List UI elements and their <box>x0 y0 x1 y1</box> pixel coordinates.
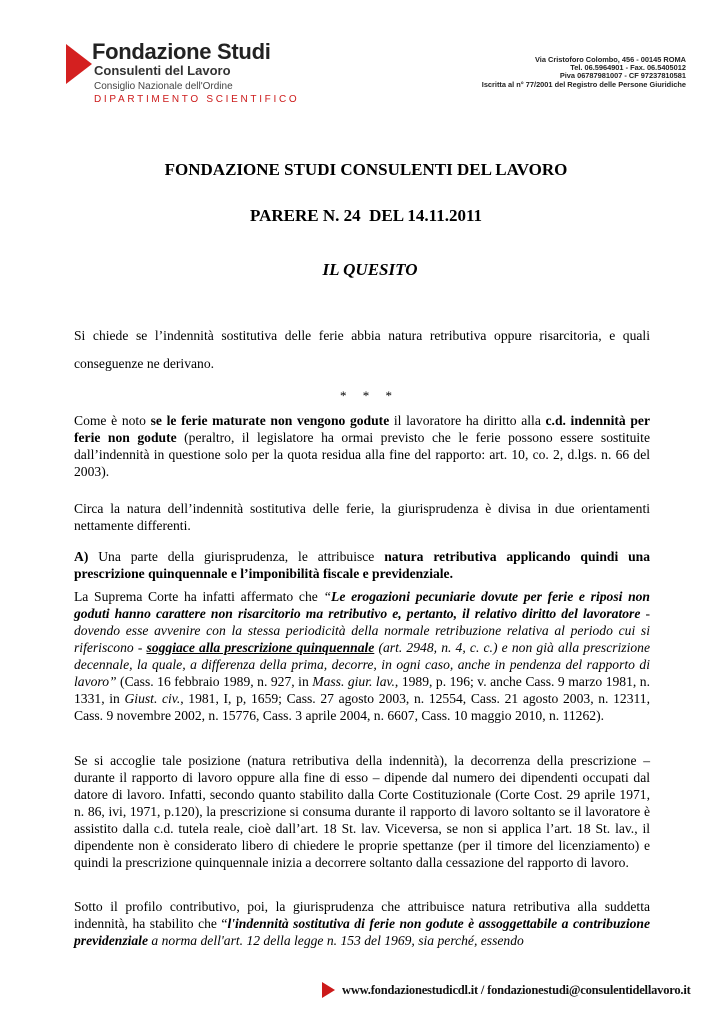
logo-department: DIPARTIMENTO SCIENTIFICO <box>94 94 300 105</box>
text-run: (art. 2948, n. 4, c. c.) e non già alla prescrizione decennale, la quale, a differenza della prima, decorre, in ogni caso, anche in pendenza del rapporto di lavoro” <box>74 640 650 689</box>
text-run: Circa la natura dell’indennità sostitutiva delle ferie, la giurisprudenza è divisa in due orientamenti nettamente differenti. <box>74 501 650 533</box>
text-run: (peraltro, il legislatore ha ormai previsto che le ferie possono essere sostituite dall’indennità in questione solo per la quota residua alla fine del rapporto: art. 10, co. 2, d.lgs. n. 66 del 2003). <box>74 430 650 479</box>
logo-title: Fondazione Studi <box>92 39 271 64</box>
text-run: a norma dell'art. 12 della legge n. 153 del 1969, sia perché, essendo <box>148 933 524 948</box>
paragraph-6 <box>74 898 650 949</box>
logo-triangle-icon <box>66 44 92 84</box>
address-line: Iscritta al n° 77/2001 del Registro delle Persone Giuridiche <box>481 79 686 89</box>
separator: * * * <box>340 388 392 403</box>
text-run: Se si accoglie tale posizione (natura retributiva della indennità), la decorrenza della prescrizione – durante il rapporto di lavoro oppure alla fine di esso – dipende dal numero dei dipendenti occupati dal datore di lavoro. Infatti, secondo quanto stabilito dalla Corte Costituzionale (Corte Cost. 29 aprile 1971, n. 86, ivi, 1971, p.120), la prescrizione si consuma durante il rapporto di lavoro soltanto se il lavoratore è assistito dalla c.d. tutela reale, cioè dall’art. 18 St. lav. Viceversa, se non si applica l’art. 18 St. lav., il dipendente non è considerato libero di chiedere le proprie spettanze (per il timore del licenziamento) e quindi la prescrizione quinquennale inizia a decorrere soltanto dalla cessazione del rapporto di lavoro. <box>74 753 650 870</box>
letterhead <box>0 0 724 110</box>
logo-subtitle: Consulenti del Lavoro <box>94 63 231 78</box>
footer-arrow-icon <box>322 982 335 998</box>
address-line: Piva 06787981007 - CF 97237810581 <box>559 71 686 81</box>
text-run: Sotto il profilo contributivo, poi, la giurisprudenza che attribuisce natura retributiva alla suddetta indennità, ha stabilito che “ <box>74 899 650 931</box>
paragraph-1 <box>74 412 650 480</box>
document-title: FONDAZIONE STUDI CONSULENTI DEL LAVORO <box>164 160 568 179</box>
text-run: Le erogazioni pecuniarie dovute per ferie e riposi non goduti hanno carattere non risarcitorio ma retributivo e, pertanto, il relativo diritto del lavoratore <box>74 589 650 621</box>
paragraph-4 <box>74 588 650 724</box>
text-run: A) <box>74 549 89 564</box>
paragraph-3 <box>74 548 650 582</box>
paragraph-2 <box>74 500 650 534</box>
text-run: se le ferie maturate non vengono godute <box>150 413 390 428</box>
footer-links[interactable]: www.fondazionestudicdl.it / fondazionestudi@consulentidellavoro.it <box>342 983 691 997</box>
footer <box>0 976 724 1006</box>
opinion-number: PARERE N. 24 DEL 14.11.2011 <box>249 206 483 225</box>
text-run: l'indennità sostitutiva di ferie non godute è assoggettabile a contribuzione previdenziale <box>74 916 650 948</box>
address-block <box>482 56 686 89</box>
address-line: Via Cristoforo Colombo, 456 - 00145 ROMA <box>535 55 686 64</box>
text-run: , 1989, p. 196; v. anche Cass. 9 marzo 1981, n. 1331, in <box>74 674 650 706</box>
address-line: Tel. 06.5964901 - Fax. 06.5405012 <box>570 63 686 73</box>
text-run: , 1981, I, p, 1659; Cass. 27 agosto 2003, n. 12554, Cass. 21 agosto 2003, n. 12311, Cass. 9 novembre 2002, n. 15776, Cass. 3 aprile 2004, n. 6607, Cass. 10 maggio 2010, n. 11262). <box>74 691 650 723</box>
text-run: Giust. civ. <box>124 691 181 706</box>
text-run: il lavoratore ha diritto alla <box>389 413 546 428</box>
text-run: soggiace alla prescrizione quinquennale <box>146 640 375 655</box>
text-run: La Suprema Corte ha infatti affermato che <box>74 589 324 604</box>
text-run: (Cass. 16 febbraio 1989, n. 927, in <box>116 674 313 689</box>
section-title: IL QUESITO <box>322 260 418 279</box>
text-run: Una parte della giurisprudenza, le attribuisce <box>88 549 385 564</box>
text-run: natura retributiva applicando quindi una prescrizione quinquennale e l’imponibilità fiscale e previdenziale. <box>74 549 650 581</box>
text-run: “ <box>323 589 332 604</box>
text-run: c.d. indennità per ferie non godute <box>74 413 650 445</box>
question-paragraph: Si chiede se l’indennità sostitutiva delle ferie abbia natura retributiva oppure risarcitoria, e quali conseguenze ne derivano. <box>74 328 650 371</box>
text-run: Come è noto <box>74 413 151 428</box>
text-run: - dovendo esse avvenire con la stessa periodicità della normale retribuzione relativa al periodo cui si riferiscono - <box>74 606 650 655</box>
logo-council: Consiglio Nazionale dell'Ordine <box>94 81 233 92</box>
paragraph-5 <box>74 752 650 871</box>
text-run: Mass. giur. lav. <box>312 674 395 689</box>
